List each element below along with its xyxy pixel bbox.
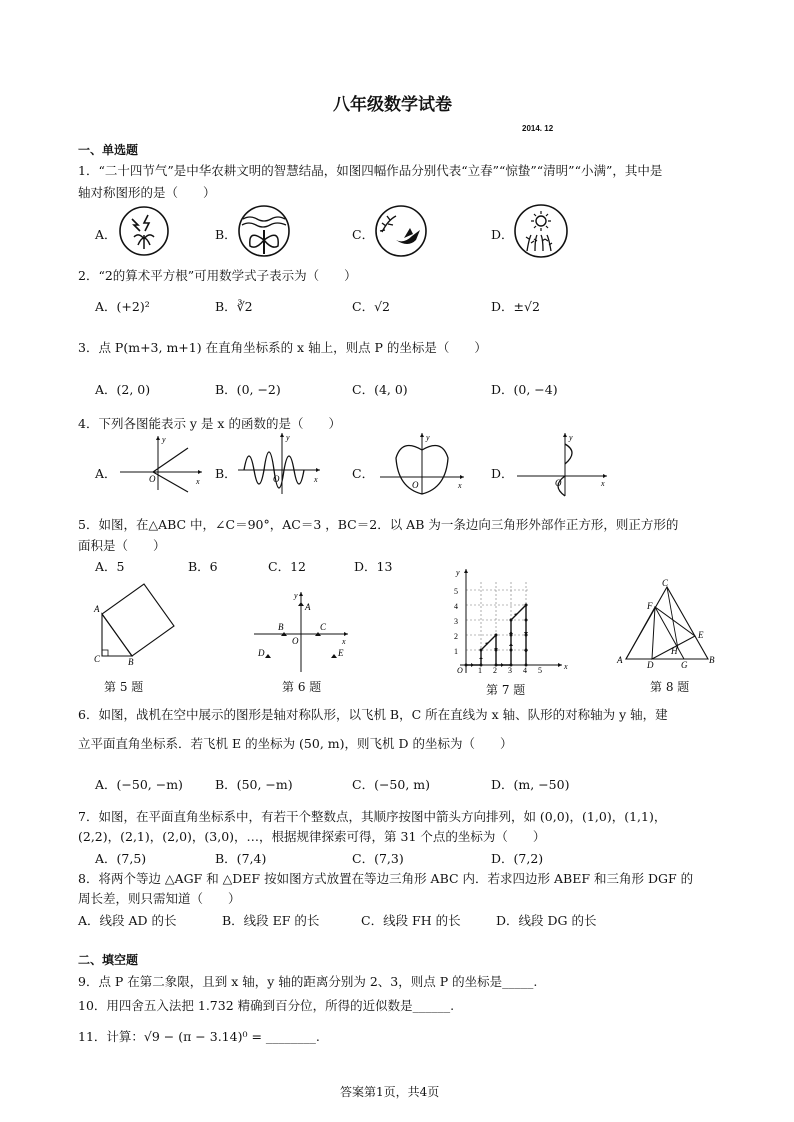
q1-line2: 轴对称图形的是（ ） [78,185,216,200]
q4d-origin-label: O [555,478,562,488]
exam-date: 2014. 12 [522,124,554,133]
q10-stem: 10．用四舍五入法把 1.732 精确到百分位，所得的近似数是______. [78,998,455,1013]
fig7-x-tick-3: 3 [508,666,512,675]
fig8-label-e: E [698,630,704,640]
fig7-y-tick-1: 1 [454,647,458,656]
q4c-x-label: x [458,481,462,490]
section-heading-1: 一、单选题 [78,143,139,157]
q4b-origin-label: O [273,474,280,484]
q4-option-d: D． [491,466,514,481]
q6-option-b: B．(50, −m) [215,777,293,792]
q8-option-d: D．线段 DG 的长 [496,913,597,928]
q5-line2: 面积是（ ） [78,538,166,553]
q4c-y-label: y [426,433,430,442]
q4a-origin-label: O [149,474,156,484]
q3-option-b: B．(0, −2) [215,382,281,397]
q4-stem: 4．下列各图能表示 y 是 x 的函数的是（ ） [78,416,341,431]
q2-option-c: C．√2 [352,299,390,314]
fig7-y-label: y [456,568,460,577]
q3-option-a: A．(2, 0) [95,382,151,397]
q4d-x-label: x [601,479,605,488]
figure-6 [250,588,356,674]
q4c-origin-label: O [412,480,419,490]
fig7-x-tick-4: 4 [523,666,527,675]
q8-option-a: A．线段 AD 的长 [78,913,177,928]
q6-option-a: A．(−50, −m) [95,777,183,792]
q4d-y-label: y [569,433,573,442]
fig8-label-b: B [709,655,715,665]
page-footer: 答案第1页，共4页 [340,1085,440,1099]
q8-option-b: B．线段 EF 的长 [222,913,320,928]
solar-term-xiaoman-image [513,203,569,259]
caption-figure-5: 第 5 题 [104,680,144,694]
q1-option-b: B． [215,227,237,242]
figure-8 [614,575,718,669]
fig8-label-h: H [671,646,678,656]
fig8-label-d: D [647,660,654,669]
fig7-y-tick-2: 2 [454,632,458,641]
solar-term-lichun-image [118,205,170,257]
figure-5 [90,580,180,666]
q4-graph-d [515,430,611,498]
q7-line1: 7．如图，在平面直角坐标系中，有若干个整数点，其顺序按图中箭头方向排列，如 (0,0)，(1,0)，(1,1)， [78,809,667,824]
q6-option-d: D．(m, −50) [491,777,570,792]
q7-option-d: D．(7,2) [491,851,544,866]
fig7-origin-label: O [457,666,463,675]
fig7-y-tick-3: 3 [454,617,458,626]
fig6-origin-label: O [292,636,299,646]
fig7-y-tick-5: 5 [454,587,458,596]
q9-stem: 9．点 P 在第二象限，且到 x 轴，y 轴的距离分别为 2、3，则点 P 的坐标是_____. [78,974,538,989]
figure-7 [450,565,575,677]
fig8-label-g: G [681,660,688,669]
fig7-y-tick-4: 4 [454,602,458,611]
q7-option-a: A．(7,5) [95,851,147,866]
fig6-label-c: C [320,622,327,632]
q5-line1: 5．如图，在△ABC 中，∠C＝90°，AC＝3 ，BC＝2．以 AB 为一条边向三角形外部作正方形，则正方形的 [78,517,679,532]
fig6-y-label: y [294,591,298,600]
q8-line1: 8．将两个等边 △AGF 和 △DEF 按如图方式放置在等边三角形 ABC 内．若求四边形 ABEF 和三角形 DGF 的 [78,871,694,886]
q6-option-c: C．(−50, m) [352,777,430,792]
fig6-x-label: x [342,637,346,646]
q3-stem: 3．点 P(m+3, m+1) 在直角坐标系的 x 轴上，则点 P 的坐标是（ ） [78,340,487,355]
caption-figure-8: 第 8 题 [650,680,690,694]
q4b-y-label: y [286,433,290,442]
q2-option-d: D．±√2 [491,299,540,314]
q4-option-c: C． [352,466,375,481]
solar-term-jingzhe-image [237,204,291,258]
q2-option-b: B．∛2 [215,299,253,314]
q4b-x-label: x [314,475,318,484]
fig5-label-b: B [128,657,134,666]
caption-figure-6: 第 6 题 [282,680,322,694]
q3-option-c: C．(4, 0) [352,382,408,397]
q5-option-a: A．5 [95,559,125,574]
q2-option-a: A．(+2)² [95,299,150,314]
q4-graph-a [118,432,206,494]
q4a-y-label: y [162,435,166,444]
q1-line1: 1．“二十四节气”是中华农耕文明的智慧结晶，如图四幅作品分别代表“立春”“惊蛰”“清明”“小满”，其中是 [78,163,663,178]
q4-graph-c [378,430,468,496]
fig8-label-a: A [617,655,623,665]
fig5-label-c: C [94,654,101,664]
q8-option-c: C．线段 FH 的长 [361,913,461,928]
fig6-label-b: B [278,622,284,632]
q6-line2: 立平面直角坐标系．若飞机 E 的坐标为 (50, m)，则飞机 D 的坐标为（ ） [78,736,513,751]
q4-option-b: B． [215,466,237,481]
fig7-x-tick-2: 2 [493,666,497,675]
caption-figure-7: 第 7 题 [486,683,526,697]
fig8-label-f: F [647,601,653,611]
fig7-x-tick-5: 5 [538,666,542,675]
fig6-label-e: E [338,648,344,658]
fig7-x-label: x [564,662,568,671]
q5-option-d: D．13 [354,559,393,574]
q4-option-a: A． [95,466,117,481]
q7-option-b: B．(7,4) [215,851,267,866]
q1-option-a: A． [95,227,117,242]
q8-line2: 周长差，则只需知道（ ） [78,891,241,906]
q1-option-c: C． [352,227,375,242]
q2-stem: 2．“2的算术平方根”可用数学式子表示为（ ） [78,268,357,283]
q7-line2: (2,2)，(2,1)，(2,0)，(3,0)，…，根据规律探索可得，第 31 个点的坐标为（ ） [78,829,546,844]
q11-stem: 11．计算：√9 − (π − 3.14)⁰ = ________. [78,1029,320,1044]
q5-option-b: B．6 [188,559,218,574]
q4-graph-b [236,430,324,496]
q6-line1: 6．如图，战机在空中展示的图形是轴对称队形，以飞机 B，C 所在直线为 x 轴、队形的对称轴为 y 轴，建 [78,707,668,722]
q4a-x-label: x [196,477,200,486]
fig7-x-tick-1: 1 [478,666,482,675]
q5-option-c: C．12 [268,559,306,574]
q7-option-c: C．(7,3) [352,851,404,866]
fig6-label-d: D [258,648,265,658]
fig8-label-c: C [662,578,669,588]
fig5-label-a: A [94,604,100,614]
fig6-label-a: A [305,602,311,612]
page-title: 八年级数学试卷 [333,95,452,115]
section-heading-2: 二、填空题 [78,953,139,967]
q1-option-d: D． [491,227,514,242]
q3-option-d: D．(0, −4) [491,382,558,397]
solar-term-qingming-image [374,204,428,258]
